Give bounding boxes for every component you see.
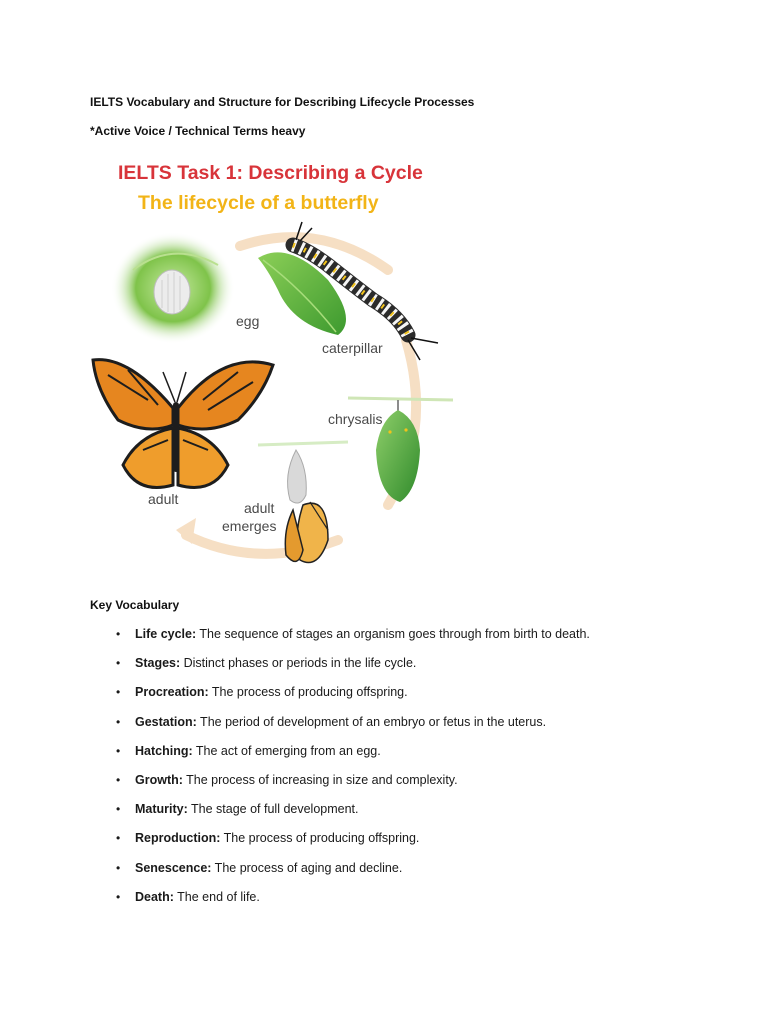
label-egg: egg xyxy=(236,313,260,329)
bullet-icon: • xyxy=(116,889,121,904)
vocab-term: Reproduction: xyxy=(135,831,221,846)
vocab-definition: The sequence of stages an organism goes through from birth to death. xyxy=(196,627,590,641)
label-adult-emerges-line2: emerges xyxy=(222,518,277,534)
vocabulary-list xyxy=(90,620,710,912)
vocab-term: Senescence: xyxy=(135,860,212,875)
butterfly-lifecycle-figure xyxy=(88,150,454,582)
bullet-icon: • xyxy=(116,802,121,817)
list-item xyxy=(90,824,710,853)
bullet-icon: • xyxy=(116,656,121,671)
bullet-icon: • xyxy=(116,627,121,641)
list-item xyxy=(90,678,710,707)
list-item xyxy=(90,883,710,912)
vocab-definition: The process of producing offspring. xyxy=(220,831,420,846)
vocab-term: Death: xyxy=(135,889,174,904)
label-caterpillar: caterpillar xyxy=(322,340,383,356)
list-item xyxy=(90,708,710,737)
document-subtitle: *Active Voice / Technical Terms heavy xyxy=(90,124,306,138)
vocab-definition: The process of increasing in size and complexity. xyxy=(182,772,458,787)
bullet-icon: • xyxy=(116,772,121,787)
list-item xyxy=(90,766,710,795)
vocab-definition: The stage of full development. xyxy=(187,802,359,817)
figure-subtitle: The lifecycle of a butterfly xyxy=(138,192,379,214)
key-vocabulary-heading: Key Vocabulary xyxy=(90,598,180,612)
vocab-term: Maturity: xyxy=(135,802,188,817)
vocab-term: Growth: xyxy=(135,772,183,787)
bullet-icon: • xyxy=(116,714,121,729)
bullet-icon: • xyxy=(116,860,121,875)
vocab-term: Life cycle: xyxy=(135,627,197,641)
list-item xyxy=(90,854,710,883)
vocab-definition: The process of producing offspring. xyxy=(208,685,408,700)
adult-butterfly-icon xyxy=(93,360,273,488)
list-item xyxy=(90,795,710,824)
label-adult: adult xyxy=(148,491,179,507)
vocab-definition: The end of life. xyxy=(173,889,260,904)
vocab-term: Stages: xyxy=(135,656,181,671)
egg-stage-icon xyxy=(111,232,235,344)
bullet-icon: • xyxy=(116,831,121,846)
vocab-term: Hatching: xyxy=(135,743,193,758)
bullet-icon: • xyxy=(116,743,121,758)
figure-title: IELTS Task 1: Describing a Cycle xyxy=(118,162,423,184)
list-item xyxy=(90,620,710,649)
vocab-term: Procreation: xyxy=(135,685,209,700)
label-chrysalis: chrysalis xyxy=(328,411,383,427)
list-item xyxy=(90,737,710,766)
vocab-definition: Distinct phases or periods in the life cycle. xyxy=(180,656,417,671)
vocab-definition: The period of development of an embryo or fetus in the uterus. xyxy=(196,714,547,729)
vocab-definition: The act of emerging from an egg. xyxy=(192,743,381,758)
vocab-term: Gestation: xyxy=(135,714,197,729)
label-adult-emerges-line1: adult xyxy=(244,500,275,516)
list-item xyxy=(90,649,710,678)
bullet-icon: • xyxy=(116,685,121,700)
vocab-definition: The process of aging and decline. xyxy=(211,860,403,875)
document-title: IELTS Vocabulary and Structure for Describing Lifecycle Processes xyxy=(90,95,475,109)
